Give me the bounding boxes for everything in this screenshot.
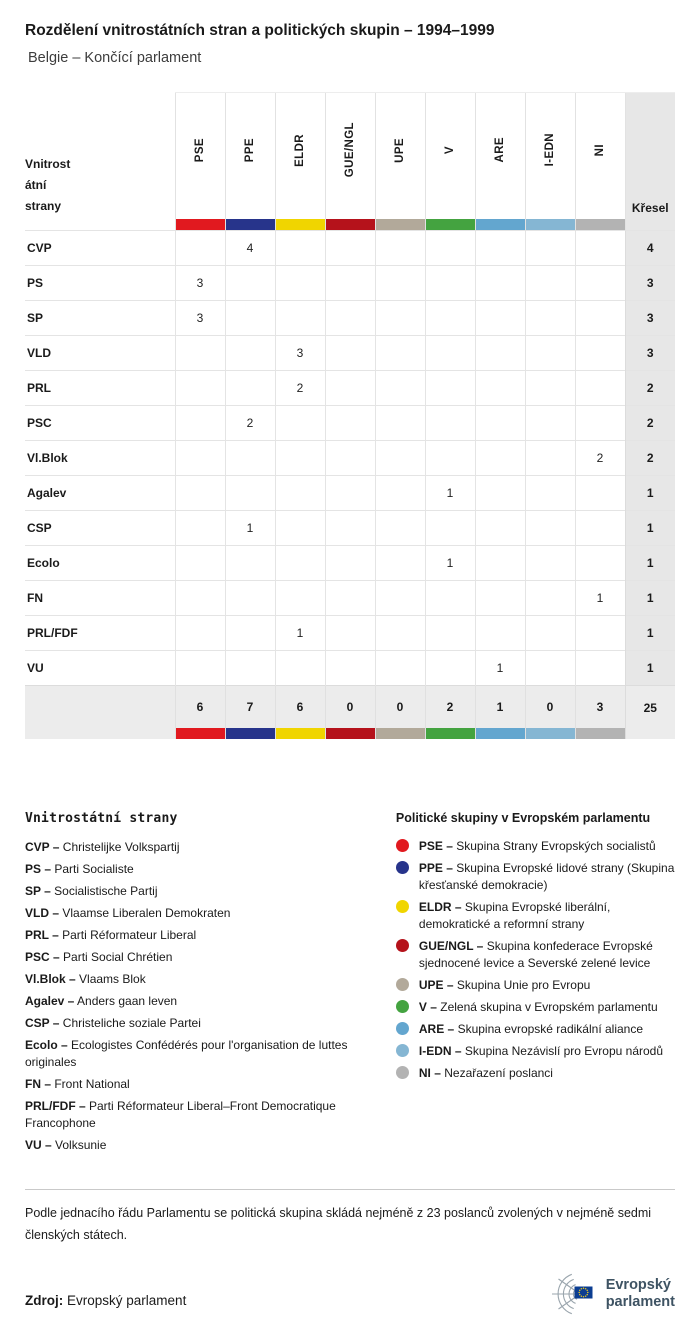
source-label: Zdroj: (25, 1293, 64, 1308)
seat-cell: 4 (225, 231, 275, 266)
group-color-dot (396, 861, 409, 874)
group-total-value: 0 (346, 700, 354, 714)
seat-cell: 1 (475, 651, 525, 686)
group-legend-text: I-EDN – Skupina Nezávislí pro Evropu národů (418, 1044, 664, 1058)
group-legend-text: GUE/NGL – Skupina konfederace Evropské sjednocené levice a Severské zelené levice (418, 939, 653, 970)
party-legend-item: VU – Volksunie (25, 1138, 107, 1152)
seat-cell (525, 616, 575, 651)
seat-cell (375, 616, 425, 651)
seat-cell (325, 231, 375, 266)
group-label: V (444, 145, 456, 155)
seat-cell (325, 406, 375, 441)
table-row-Ecolo (25, 546, 675, 581)
seat-cell (525, 476, 575, 511)
parties-legend (25, 811, 396, 1159)
table-row-PRL (25, 371, 675, 406)
seat-cell (425, 266, 475, 301)
group-legend-item (396, 999, 675, 1016)
ep-logo-mark (539, 1270, 597, 1318)
party-name: VLD (25, 336, 175, 371)
seat-cell (275, 441, 325, 476)
group-total-PSE (175, 686, 225, 740)
party-name: Agalev (25, 476, 175, 511)
seat-cell (275, 266, 325, 301)
row-header-line: átní (25, 178, 47, 192)
party-name: PRL (25, 371, 175, 406)
seat-cell (275, 231, 325, 266)
seat-cell (225, 301, 275, 336)
seat-cell (375, 546, 425, 581)
source-text: Evropský parlament (67, 1293, 187, 1308)
seat-cell (225, 441, 275, 476)
table-row-Agalev (25, 476, 675, 511)
group-color-bar (326, 219, 375, 230)
group-column-header-PSE (175, 93, 225, 231)
party-legend-item: Ecolo – Ecologistes Confédérés pour l'organisation de luttes originales (25, 1038, 348, 1069)
group-color-bar (426, 728, 475, 739)
row-seats-total: 3 (625, 266, 675, 301)
seat-cell: 1 (275, 616, 325, 651)
seat-cell (525, 336, 575, 371)
row-seats-total: 1 (625, 476, 675, 511)
row-header-line: Vnitrost (25, 157, 71, 171)
seat-cell: 1 (575, 581, 625, 616)
row-seats-total: 4 (625, 231, 675, 266)
group-color-bar (176, 219, 225, 230)
seat-cell (425, 616, 475, 651)
seat-cell (325, 616, 375, 651)
seat-cell: 3 (275, 336, 325, 371)
seat-cell (275, 301, 325, 336)
table-row-PRL/FDF (25, 616, 675, 651)
seat-cell (225, 266, 275, 301)
seat-cell (425, 336, 475, 371)
seat-cell (575, 336, 625, 371)
seat-cell (325, 476, 375, 511)
group-color-bar (476, 219, 525, 230)
seat-cell (225, 336, 275, 371)
footer (25, 1270, 675, 1318)
seat-cell (325, 301, 375, 336)
parties-legend-list (25, 839, 378, 1154)
footnote: Podle jednacího řádu Parlamentu se politická skupina skládá nejméně z 23 poslanců zvolených v nejméně sedmi členských státech. (25, 1206, 652, 1242)
page-title: Rozdělení vnitrostátních stran a politických skupin – 1994–1999 (25, 22, 495, 39)
group-label: I-EDN (544, 133, 556, 167)
seat-cell (375, 511, 425, 546)
group-color-bar (326, 728, 375, 739)
seat-cell (575, 476, 625, 511)
party-legend-item: PS – Parti Socialiste (25, 862, 134, 876)
seat-cell (425, 581, 475, 616)
seat-cell (325, 441, 375, 476)
group-total-GUE/NGL (325, 686, 375, 740)
group-color-dot (396, 939, 409, 952)
party-legend-item: CSP – Christeliche soziale Partei (25, 1016, 201, 1030)
party-name: PRL/FDF (25, 616, 175, 651)
group-total-PPE (225, 686, 275, 740)
group-total-value: 2 (446, 700, 454, 714)
seat-cell (525, 301, 575, 336)
group-total-value: 7 (246, 700, 254, 714)
divider (25, 1189, 675, 1190)
seats-column-header (625, 93, 675, 231)
seat-cell (175, 546, 225, 581)
seat-cell (225, 616, 275, 651)
group-legend-item (396, 1043, 675, 1060)
group-label: UPE (394, 137, 406, 163)
legends-section (25, 811, 675, 1159)
seat-cell (425, 651, 475, 686)
seat-cell: 2 (275, 371, 325, 406)
totals-row (25, 686, 675, 740)
seat-cell (475, 546, 525, 581)
group-total-ELDR (275, 686, 325, 740)
seat-cell (475, 616, 525, 651)
group-color-dot (396, 1022, 409, 1035)
seat-cell (525, 651, 575, 686)
party-name: Vl.Blok (25, 441, 175, 476)
seat-cell (275, 651, 325, 686)
party-name: CVP (25, 231, 175, 266)
seat-cell (475, 441, 525, 476)
seat-cell (525, 231, 575, 266)
party-legend-item: Agalev – Anders gaan leven (25, 994, 178, 1008)
seat-cell (525, 371, 575, 406)
group-total-UPE (375, 686, 425, 740)
seat-cell (425, 406, 475, 441)
group-legend-text: ARE – Skupina evropské radikální aliance (418, 1022, 644, 1036)
seat-cell (225, 476, 275, 511)
group-color-bar (226, 219, 275, 230)
group-column-header-PPE (225, 93, 275, 231)
group-legend-text: NI – Nezařazení poslanci (418, 1066, 553, 1080)
seat-cell (425, 371, 475, 406)
seat-cell (175, 581, 225, 616)
seat-cell: 3 (175, 266, 225, 301)
seat-cell (575, 651, 625, 686)
seat-cell (425, 511, 475, 546)
table-row-Vl.Blok (25, 441, 675, 476)
groups-legend-list (396, 838, 675, 1082)
group-column-header-I-EDN (525, 93, 575, 231)
party-name: CSP (25, 511, 175, 546)
groups-legend-heading: Politické skupiny v Evropském parlamentu (395, 811, 651, 825)
seat-cell (375, 336, 425, 371)
seat-cell (175, 476, 225, 511)
group-column-header-GUE/NGL (325, 93, 375, 231)
seat-cell (375, 231, 425, 266)
seat-cell (575, 371, 625, 406)
row-seats-total: 3 (625, 336, 675, 371)
party-name: FN (25, 581, 175, 616)
group-legend-item (396, 860, 675, 894)
seat-cell (575, 231, 625, 266)
seat-cell: 1 (225, 511, 275, 546)
seat-cell (475, 581, 525, 616)
party-legend-item: PRL/FDF – Parti Réformateur Liberal–Front Democratique Francophone (25, 1099, 336, 1130)
group-legend-item (396, 1065, 675, 1082)
group-label: NI (594, 143, 606, 157)
row-seats-total: 3 (625, 301, 675, 336)
row-seats-total: 1 (625, 651, 675, 686)
seat-cell (575, 546, 625, 581)
group-column-header-V (425, 93, 475, 231)
seat-cell (375, 371, 425, 406)
group-color-bar (376, 219, 425, 230)
group-legend-item (396, 838, 675, 855)
seat-cell (525, 266, 575, 301)
group-legend-item (396, 977, 675, 994)
party-legend-item: FN – Front National (25, 1077, 130, 1091)
seat-cell (175, 371, 225, 406)
seat-cell (575, 511, 625, 546)
group-legend-text: PSE – Skupina Strany Evropských socialistů (418, 839, 656, 853)
group-column-header-NI (575, 93, 625, 231)
group-color-bar (576, 219, 625, 230)
seat-cell (325, 651, 375, 686)
seat-cell (575, 301, 625, 336)
seat-cell (475, 371, 525, 406)
group-total-NI (575, 686, 625, 740)
group-column-header-ELDR (275, 93, 325, 231)
seat-cell (175, 336, 225, 371)
seat-cell (225, 581, 275, 616)
group-total-value: 3 (596, 700, 604, 714)
group-legend-item (396, 1021, 675, 1038)
party-name: PSC (25, 406, 175, 441)
row-seats-total: 2 (625, 441, 675, 476)
party-legend-item: VLD – Vlaamse Liberalen Demokraten (25, 906, 231, 920)
seat-cell (325, 546, 375, 581)
group-label: ARE (494, 137, 506, 163)
seat-cell (475, 406, 525, 441)
group-color-bar (526, 728, 575, 739)
seat-cell (175, 406, 225, 441)
seat-cell (175, 441, 225, 476)
table-row-VU (25, 651, 675, 686)
group-total-I-EDN (525, 686, 575, 740)
seat-cell (275, 406, 325, 441)
group-color-bar (276, 728, 325, 739)
seat-cell (175, 651, 225, 686)
table-row-PS (25, 266, 675, 301)
group-label: PPE (244, 137, 256, 163)
row-seats-total: 2 (625, 406, 675, 441)
group-total-value: 0 (396, 700, 404, 714)
party-name: SP (25, 301, 175, 336)
seat-cell: 1 (425, 546, 475, 581)
table-row-PSC (25, 406, 675, 441)
seat-cell (275, 546, 325, 581)
seat-cell (325, 371, 375, 406)
seat-cell (325, 336, 375, 371)
party-legend-item: PRL – Parti Réformateur Liberal (25, 928, 197, 942)
ep-logo-line1: Evropský (605, 1277, 671, 1293)
table-row-VLD (25, 336, 675, 371)
seat-cell (525, 581, 575, 616)
seat-cell (325, 266, 375, 301)
seat-cell (375, 651, 425, 686)
group-total-value: 6 (196, 700, 204, 714)
group-color-bar (476, 728, 525, 739)
ep-logo-line2: parlament (605, 1294, 675, 1310)
table-row-CVP (25, 231, 675, 266)
seat-cell (475, 266, 525, 301)
row-seats-total: 1 (625, 581, 675, 616)
group-total-value: 6 (296, 700, 304, 714)
seat-cell: 3 (175, 301, 225, 336)
table-header-row (25, 93, 675, 231)
group-color-dot (396, 1066, 409, 1079)
seat-cell (525, 511, 575, 546)
group-total-value: 1 (496, 700, 504, 714)
party-legend-item: PSC – Parti Social Chrétien (25, 950, 173, 964)
seat-cell (375, 441, 425, 476)
seat-cell: 1 (425, 476, 475, 511)
group-column-header-UPE (375, 93, 425, 231)
totals-empty-cell (25, 686, 175, 740)
group-color-dot (396, 978, 409, 991)
parties-legend-heading: Vnitrostátní strany (25, 811, 178, 826)
seat-cell (175, 511, 225, 546)
row-seats-total: 1 (625, 511, 675, 546)
seat-cell (475, 231, 525, 266)
seat-cell (225, 651, 275, 686)
seat-cell (375, 301, 425, 336)
group-label: ELDR (294, 133, 306, 167)
seat-cell (475, 301, 525, 336)
seat-cell (425, 301, 475, 336)
table-row-SP (25, 301, 675, 336)
seat-cell (225, 546, 275, 581)
group-color-dot (396, 900, 409, 913)
total-seats-cell: 25 (625, 686, 675, 740)
seat-cell (225, 371, 275, 406)
group-color-bar (276, 219, 325, 230)
seat-cell (325, 581, 375, 616)
seat-cell: 2 (575, 441, 625, 476)
group-legend-item (396, 899, 675, 933)
party-name: VU (25, 651, 175, 686)
seat-cell (575, 616, 625, 651)
group-color-dot (396, 839, 409, 852)
seat-cell: 2 (225, 406, 275, 441)
seat-cell (275, 581, 325, 616)
seat-cell (275, 476, 325, 511)
row-header-label (25, 154, 175, 230)
seat-cell (325, 511, 375, 546)
page-subtitle: Belgie – Končící parlament (28, 50, 202, 66)
hemicycle-arcs-icon (552, 1274, 577, 1313)
seat-cell (575, 406, 625, 441)
group-legend-item (396, 938, 675, 972)
group-total-ARE (475, 686, 525, 740)
table-row-CSP (25, 511, 675, 546)
party-legend-item: Vl.Blok – Vlaams Blok (25, 972, 146, 986)
seat-cell (425, 231, 475, 266)
group-total-V (425, 686, 475, 740)
party-name: Ecolo (25, 546, 175, 581)
ep-logo-text (606, 1277, 675, 1311)
group-color-bar (426, 219, 475, 230)
source-line (25, 1293, 186, 1308)
seat-cell (375, 406, 425, 441)
party-legend-item: CVP – Christelijke Volkspartij (25, 840, 180, 854)
seat-cell (375, 581, 425, 616)
seat-cell (575, 266, 625, 301)
group-color-bar (376, 728, 425, 739)
group-legend-text: V – Zelená skupina v Evropském parlamentu (418, 1000, 658, 1014)
row-seats-total: 1 (625, 616, 675, 651)
group-column-header-ARE (475, 93, 525, 231)
party-legend-item: SP – Socialistische Partij (25, 884, 158, 898)
group-label: PSE (194, 137, 206, 163)
seat-cell (375, 476, 425, 511)
row-header-line: strany (25, 199, 62, 213)
seat-cell (475, 511, 525, 546)
row-header-cell (25, 93, 175, 231)
row-seats-total: 1 (625, 546, 675, 581)
group-color-bar (226, 728, 275, 739)
party-name: PS (25, 266, 175, 301)
seat-cell (525, 441, 575, 476)
seat-cell (175, 616, 225, 651)
group-color-bar (526, 219, 575, 230)
seat-cell (375, 266, 425, 301)
seat-cell (275, 511, 325, 546)
seats-table (25, 92, 675, 739)
group-color-dot (396, 1044, 409, 1057)
ep-logo (539, 1270, 675, 1318)
group-total-value: 0 (546, 700, 554, 714)
seat-cell (475, 336, 525, 371)
row-seats-total: 2 (625, 371, 675, 406)
group-legend-text: PPE – Skupina Evropské lidové strany (Skupina křesťanské demokracie) (418, 861, 675, 892)
table-row-FN (25, 581, 675, 616)
seats-header-label: Křesel (631, 201, 669, 215)
groups-legend (396, 811, 675, 1159)
seat-cell (525, 546, 575, 581)
group-color-dot (396, 1000, 409, 1013)
group-legend-text: UPE – Skupina Unie pro Evropu (418, 978, 591, 992)
seat-cell (175, 231, 225, 266)
seat-cell (525, 406, 575, 441)
group-legend-text: ELDR – Skupina Evropské liberální, demokratické a reformní strany (418, 900, 611, 931)
seat-cell (475, 476, 525, 511)
group-color-bar (176, 728, 225, 739)
group-label: GUE/NGL (344, 122, 356, 178)
group-color-bar (576, 728, 625, 739)
seat-cell (425, 441, 475, 476)
